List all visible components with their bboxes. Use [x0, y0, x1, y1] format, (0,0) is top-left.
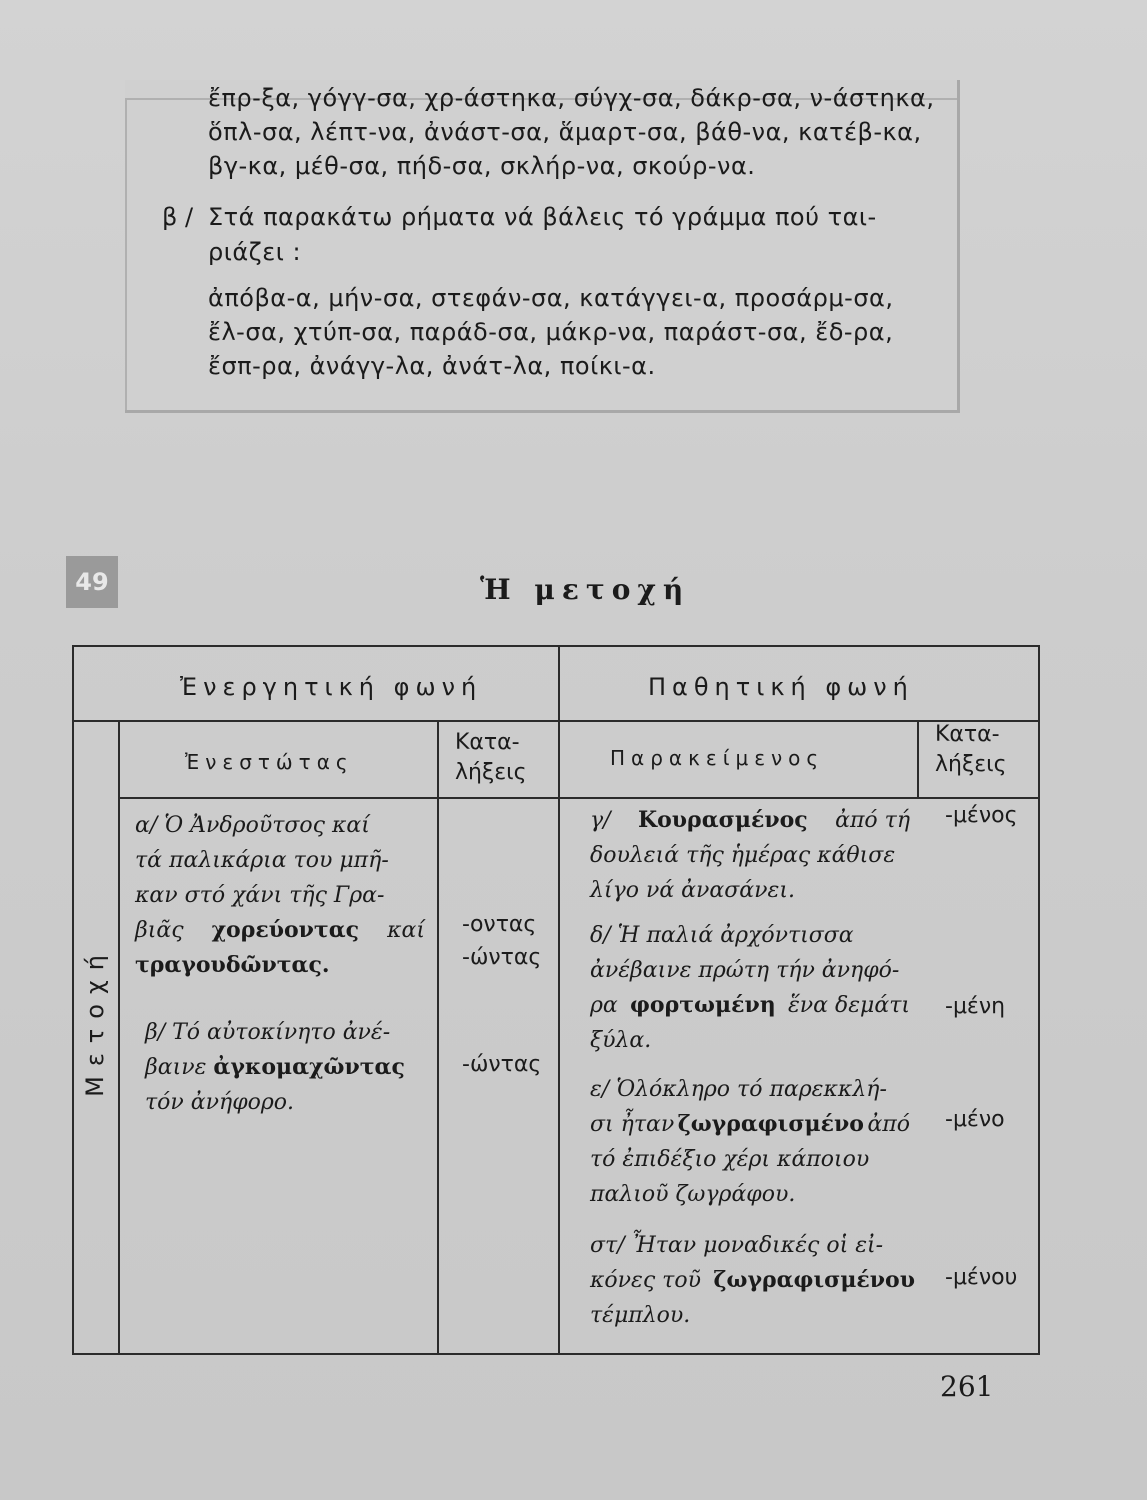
exercise-instruction: ριάζει :: [208, 238, 302, 266]
example-d: [590, 918, 910, 1058]
example-line: ἀνέβαινε πρώτη τήν ἀνηφό-: [590, 958, 900, 983]
table-border: [558, 720, 560, 1355]
example-line: [590, 988, 910, 1023]
table-border: [72, 645, 74, 1355]
example-line: τόν ἀνήφορο.: [145, 1090, 295, 1115]
example-line: [590, 803, 910, 838]
example-text: ἕνα δεμάτι: [787, 993, 910, 1018]
box-left-border: [125, 98, 127, 410]
active-voice-header: Ἐνεργητική φωνή: [180, 673, 483, 701]
endings-header: λήξεις: [455, 760, 527, 785]
ending: -οντας: [462, 912, 537, 937]
table-border: [72, 1353, 1040, 1355]
example-line: α/ Ὁ Ἀνδροῦτσος καί: [135, 813, 370, 838]
table-border: [72, 720, 1040, 722]
table-border: [72, 645, 1040, 647]
exercise-line: ἔσπ-ρα, ἀνάγγ-λα, ἀνάτ-λα, ποίκι-α.: [208, 352, 656, 380]
table-border: [437, 720, 439, 1355]
example-text: ρα: [590, 993, 618, 1018]
section-number: 49: [66, 556, 118, 608]
present-header: Ἐνεστώτας: [185, 750, 354, 774]
exercise-line: ὅπλ-σα, λέπτ-να, ἀνάστ-σα, ἅμαρτ-σα, βάθ-να, κατέβ-κα,: [208, 118, 922, 146]
ending: -ώντας: [462, 945, 542, 970]
example-line: λίγο νά ἀνασάνει.: [590, 878, 795, 903]
example-text: κόνες τοῦ: [590, 1268, 701, 1293]
example-b: [145, 1015, 425, 1120]
example-g: [590, 803, 910, 908]
row-label-participle: [78, 945, 108, 1097]
example-line: στ/ Ἦταν μοναδικές οἱ εἰ-: [590, 1233, 884, 1258]
table-border: [917, 720, 919, 799]
example-line: παλιοῦ ζωγράφου.: [590, 1182, 796, 1207]
example-line: ε/ Ὁλόκληρο τό παρεκκλή-: [590, 1077, 887, 1102]
example-text: ἀπό: [867, 1112, 910, 1137]
example-line: τά παλικάρια του μπῆ-: [135, 848, 389, 873]
example-line: [135, 913, 425, 948]
example-line: [590, 1263, 915, 1298]
page-number: 261: [940, 1370, 994, 1403]
endings-header: λήξεις: [935, 752, 1007, 777]
example-text: ἀπό τή: [835, 808, 910, 833]
example-line: [590, 1107, 910, 1142]
example-text: βαινε: [145, 1055, 207, 1080]
example-line: τέμπλου.: [590, 1303, 691, 1328]
row-label-text: Μετοχή: [81, 945, 109, 1097]
participle-word: ἀγκομαχῶντας: [213, 1054, 405, 1080]
example-text: σι ἦταν: [590, 1112, 675, 1137]
table-border: [558, 645, 560, 722]
ending: -μένη: [945, 994, 1006, 1019]
example-text: βιᾶς: [135, 918, 184, 943]
participle-word: ζωγραφισμένο: [677, 1111, 864, 1137]
example-line: δουλειά τῆς ἡμέρας κάθισε: [590, 843, 896, 868]
perfect-header: Παρακείμενος: [610, 746, 825, 770]
endings-header: Κατα-: [935, 722, 1000, 747]
example-a: [135, 808, 425, 983]
participle-word: Κουρασμένος: [638, 807, 808, 833]
example-text: γ/: [590, 808, 611, 833]
exercise-instruction: Στά παρακάτω ρήματα νά βάλεις τό γράμμα πού ται-: [208, 203, 877, 231]
table-border: [118, 720, 120, 1355]
exercise-line: βγ-κα, μέθ-σα, πήδ-σα, σκλήρ-να, σκούρ-να.: [208, 152, 756, 180]
example-line: β/ Τό αὐτοκίνητο ἀνέ-: [145, 1020, 391, 1045]
example-line: ξύλα.: [590, 1028, 652, 1053]
ending: -ώντας: [462, 1052, 542, 1077]
exercise-line: ἔλ-σα, χτύπ-σα, παράδ-σα, μάκρ-να, παράστ-σα, ἔδ-ρα,: [208, 318, 894, 346]
ending: -μένου: [945, 1265, 1018, 1290]
participle-word: χορεύοντας: [211, 917, 360, 943]
table-border: [118, 797, 1040, 799]
exercise-line: ἀπόβα-α, μήν-σα, στεφάν-σα, κατάγγει-α, προσάρμ-σα,: [208, 284, 894, 312]
example-text: καί: [387, 918, 425, 943]
example-line: καν στό χάνι τῆς Γρα-: [135, 883, 385, 908]
participle-word: φορτωμένη: [630, 992, 776, 1018]
endings-header: Κατα-: [455, 730, 520, 755]
ending: -μένος: [945, 803, 1018, 828]
example-e: [590, 1072, 910, 1212]
participle-word: ζωγραφισμένου: [713, 1267, 915, 1293]
exercise-b-marker: β /: [162, 203, 194, 231]
participle-word: τραγουδῶντας.: [135, 952, 330, 978]
exercise-line: ἔπρ-ξα, γόγγ-σα, χρ-άστηκα, σύγχ-σα, δάκρ-σα, ν-άστηκα,: [208, 84, 935, 112]
table-border: [1038, 645, 1040, 1355]
example-line: δ/ Ἡ παλιά ἀρχόντισσα: [590, 923, 854, 948]
passive-voice-header: Παθητική φωνή: [648, 673, 914, 701]
example-line: τό ἐπιδέξιο χέρι κάποιου: [590, 1147, 870, 1172]
example-st: [590, 1228, 915, 1333]
example-line: [145, 1050, 425, 1085]
section-title: Ἡ μετοχή: [480, 573, 691, 606]
ending: -μένο: [945, 1107, 1005, 1132]
